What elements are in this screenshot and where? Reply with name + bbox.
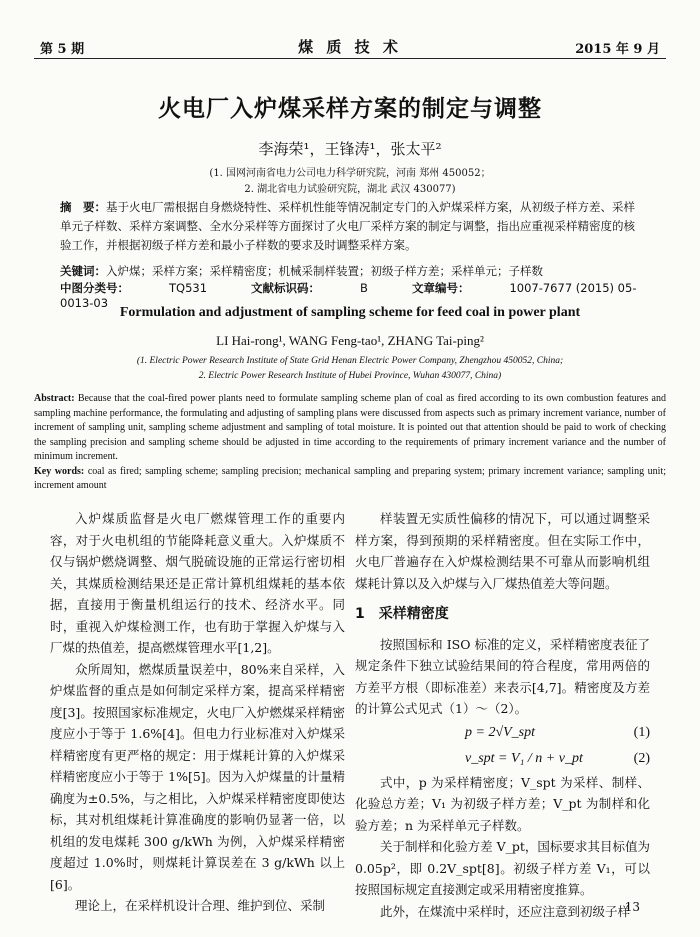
abstract-label: 摘 要：	[60, 200, 106, 214]
abstract-text: 基于火电厂需根据自身燃烧特性、采样机性能等情况制定专门的入炉煤采样方案，从初级子样方差、采样单元子样数、采样方案调整、全水分采样等方面探讨了火电厂采样方案的制定与调整，指出应重视采样精密度的核验工作，并根据初级子样方差和最小子样数的要求及时调整采样方案。	[60, 200, 635, 252]
equation-1	[355, 720, 650, 746]
english-abstract-label: Abstract:	[34, 393, 75, 404]
equation-formula: p = 2√V_spt	[465, 724, 536, 740]
keywords-label: 关键词：	[60, 264, 106, 278]
english-affiliation-1: (1. Electric Power Research Institute of State Grid Henan Electric Power Company, Zhengzhou 450052, China;	[136, 356, 564, 366]
running-header	[34, 30, 666, 59]
english-abstract	[34, 392, 666, 494]
body-paragraph: 众所周知，燃煤质量误差中，80%来自采样，入炉煤监督的重点是如何制定采样方案，提高采样精密度[3]。按照国家标准规定，火电厂入炉燃煤采样精密度应小于等于 1.6%[4]。但电力行业标准对入炉煤采样精密度有更严格的规定：用于煤耗计算的入炉煤采样精密度应小于等于 1%[5]。因为入炉煤量的计量精确度为±0.5%，与之相比，入炉煤采样精密度即使达标，其对机组煤耗计算准确度的影响仍显著一倍，以机组的发电煤耗 300 g/kWh 为例，入炉煤采样精密度超过 1.0%时，则煤耗计算误差在 3 g/kWh 以上[6]。	[50, 661, 345, 892]
document-code: 文献标识码： B	[251, 281, 368, 295]
body-paragraph: 按照国标和 ISO 标准的定义，采样精密度表征了规定条件下独立试验结果间的符合程度，常用两倍的方差平方根（即标准差）来表示[4,7]。精密度及方差的计算公式见式（1）～（2）。	[355, 636, 650, 716]
issue-date: 2015 年 9 月	[575, 42, 660, 57]
body-paragraph: 关于制样和化验方差 V_pt，国标要求其目标值为 0.05p²，即 0.2V_spt[8]。初级子样方差 V₁，可以按照国标规定直接测定或采用精密度推算。	[355, 839, 650, 897]
english-abstract-text: Because that the coal-fired power plants need to formulate sampling scheme plan of coal as fired according to its own combustion features and sampling machine performance, the formulating and adjusting of sampling plans were discussed from aspects such as primary increment variance, number of increment of sampling unit, sampling scheme adjustment and sampling of total moisture. It is pointed out that attention should be paid to work of checking the sampling precision and sampling scheme should be adjusted in time according to the requirements of primary increment variance and the number of minimum increment.	[34, 393, 666, 462]
body-paragraph: 此外，在煤流中采样时，还应注意到初级子样	[380, 903, 631, 919]
issue-number: 第 5 期	[40, 42, 85, 57]
equation-formula: v_spt = V₁ / n + v_pt	[465, 750, 583, 766]
english-title: Formulation and adjustment of sampling scheme for feed coal in power plant	[119, 305, 581, 320]
body-paragraph: 理论上，在采样机设计合理、维护到位、采制	[75, 898, 326, 913]
abstract	[60, 198, 640, 255]
keywords	[60, 262, 640, 281]
affiliation-1: (1. 国网河南省电力公司电力科学研究院，河南 郑州 450052；	[209, 168, 491, 179]
journal-name: 煤 质 技 术	[298, 38, 402, 56]
page-number: 13	[624, 900, 640, 914]
english-keywords-text: coal as fired; sampling scheme; sampling precision; mechanical sampling and preparing system; primary increment variance; sampling unit; increment amount	[34, 465, 666, 491]
clc-number: 中图分类号： TQ531	[60, 281, 208, 295]
article-title: 火电厂入炉煤采样方案的制定与调整	[158, 96, 542, 122]
article-number: 文章编号： 1007-7677 (2015) 05-0013-03	[60, 281, 637, 310]
equation-number: (1)	[633, 724, 650, 740]
body-right-column	[355, 508, 650, 922]
section-heading: 1 采样精密度	[355, 606, 449, 622]
english-keywords-label: Key words:	[34, 465, 85, 477]
keywords-text: 入炉煤；采样方案；采样精密度；机械采制样装置；初级子样方差；采样单元；子样数	[106, 264, 543, 278]
equation-2	[355, 746, 650, 772]
body-paragraph: 入炉煤质监督是火电厂燃煤管理工作的重要内容，对于火电机组的节能降耗意义重大。入炉煤质不仅与锅炉燃烧调整、烟气脱硫设施的正常运行密切相关，其煤质检测结果还是正常计算机组煤耗的基本依据，直接用于衡量机组运行的技术、经济水平。同时，重视入炉煤检测工作，也有助于掌握入炉煤与入厂煤的热值差，提高燃煤管理水平[1,2]。	[50, 511, 345, 655]
body-paragraph: 式中，p 为采样精密度；V_spt 为采样、制样、化验总方差；V₁ 为初级子样方差；V_pt 为制样和化验方差；n 为采样单元子样数。	[355, 774, 650, 833]
body-left-column	[50, 508, 345, 917]
equation-number: (2)	[633, 750, 650, 766]
affiliation-2: 2. 湖北省电力试验研究院，湖北 武汉 430077)	[244, 184, 456, 195]
authors: 李海荣¹，王锋涛¹，张太平²	[258, 140, 442, 158]
english-affiliation-2: 2. Electric Power Research Institute of Hubei Province, Wuhan 430077, China)	[198, 371, 502, 381]
body-paragraph: 样装置无实质性偏移的情况下，可以通过调整采样方案，得到预期的采样精密度。但在实际工作中，火电厂普遍存在入炉煤检测结果不可靠从而影响机组煤耗计算以及入炉煤与入厂煤热值差大等问题。	[355, 511, 650, 591]
english-authors: LI Hai-rong¹, WANG Feng-tao¹, ZHANG Tai-ping²	[216, 333, 484, 348]
